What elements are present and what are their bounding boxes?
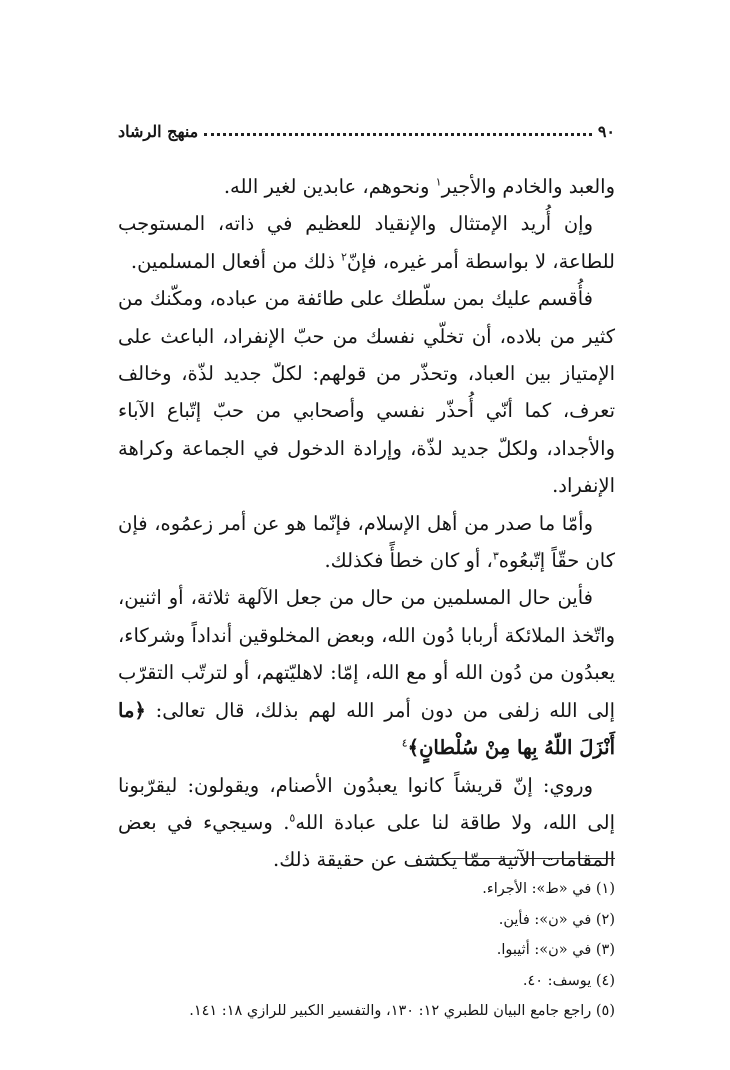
- footnote-mark-5: ٥: [289, 811, 296, 825]
- quran-quote: ﴿ما أَنْزَلَ اللّهُ بِها مِنْ سُلْطانٍ﴾: [118, 698, 615, 760]
- footnote-mark-4: ٤: [401, 736, 408, 750]
- paragraph-2-text-end: ذلك من أفعال المسلمين.: [130, 249, 341, 273]
- paragraph-4-text: وأمّا ما صدر من أهل الإسلام، فإنّما هو عن أمر زعمُوه، فإن كان حقّاً إتّبعُوه: [118, 511, 615, 573]
- header-leader-dots: [204, 133, 592, 136]
- paragraph-3: فأُقسم عليك بمن سلّطك على طائفة من عباده، ومكّنك من كثير من بلاده، أن تخلّي نفسك من حبّ الإنفراد، الباعث على الإمتياز بين العباد، وتحذّر من قولهم: لكلّ جديد لذّة، وخالف تعرف، كما أنّي أُحذّر نفسي وأصحابي من حبّ إتّباع الآباء والأجداد، ولكلّ جديد لذّة، وإرادة الدخول في الجماعة وكراهة الإنفراد.: [118, 287, 615, 498]
- paragraph-6: [118, 767, 615, 879]
- footnote-3: (٣) في «ن»: أثيبوا.: [496, 942, 615, 958]
- main-text: [118, 168, 615, 879]
- paragraph-5-text: فأين حال المسلمين من حال من جعل الآلهة ثلاثة، أو اثنين، واتّخذ الملائكة أربابا دُون الله، وبعض المخلوقين أنداداً وشركاء، يعبدُون من دُون الله أو مع الله، إمّا: لاهليّتهم، أو لترتّب التقرّب إلى الله زلفى من دون أمر الله لهم بذلك، قال تعالى:: [118, 586, 616, 722]
- footnote-5: (٥) راجع جامع البيان للطبري ١٢: ١٣٠، والتفسير الكبير للرازي ١٨: ١٤١.: [189, 1003, 615, 1019]
- paragraph-1-text: والعبد والخادم والأجير: [441, 175, 615, 198]
- paragraph-2-text: وإن أُريد الإمتثال والإنقياد للعظيم في ذاته، المستوجب للطاعة، لا بواسطة أمر غيره، فإنّ: [118, 212, 615, 273]
- footnote-mark-2: ٢: [340, 250, 347, 264]
- paragraph-1: [118, 168, 615, 205]
- paragraph-1-text-end: ونحوهم، عابدين لغير الله.: [223, 175, 436, 198]
- footnote-mark-3: ٣: [492, 549, 499, 563]
- footnote-4: (٤) يوسف: ٤٠.: [522, 972, 615, 989]
- footnote-mark-1: ١: [435, 175, 442, 189]
- footnote-2: (٢) في «ن»: فأين.: [498, 911, 615, 928]
- running-title: منهج الرشاد: [118, 121, 199, 141]
- paragraph-6-text: وروي: إنّ قريشاً كانوا يعبدُون الأصنام، ويقولون: ليقرّبونا إلى الله، ولا طاقة لنا على عبادة الله: [118, 773, 615, 834]
- paragraph-5: [118, 579, 615, 766]
- page-header: [118, 117, 615, 145]
- footnote-1: (١) في «ط»: الأجراء.: [482, 881, 615, 897]
- paragraph-4: [118, 505, 615, 580]
- page-number: ٩٠: [597, 121, 615, 141]
- footnotes: [118, 874, 615, 1027]
- paragraph-6-text-end: . وسيجيء في بعض المقامات الآتية ممّا يكشف عن حقيقة ذلك.: [118, 810, 615, 872]
- paragraph-2: [118, 205, 615, 280]
- paragraph-4-text-end: ، أو كان خطأً فكذلك.: [324, 549, 493, 573]
- footnote-divider: [425, 858, 615, 859]
